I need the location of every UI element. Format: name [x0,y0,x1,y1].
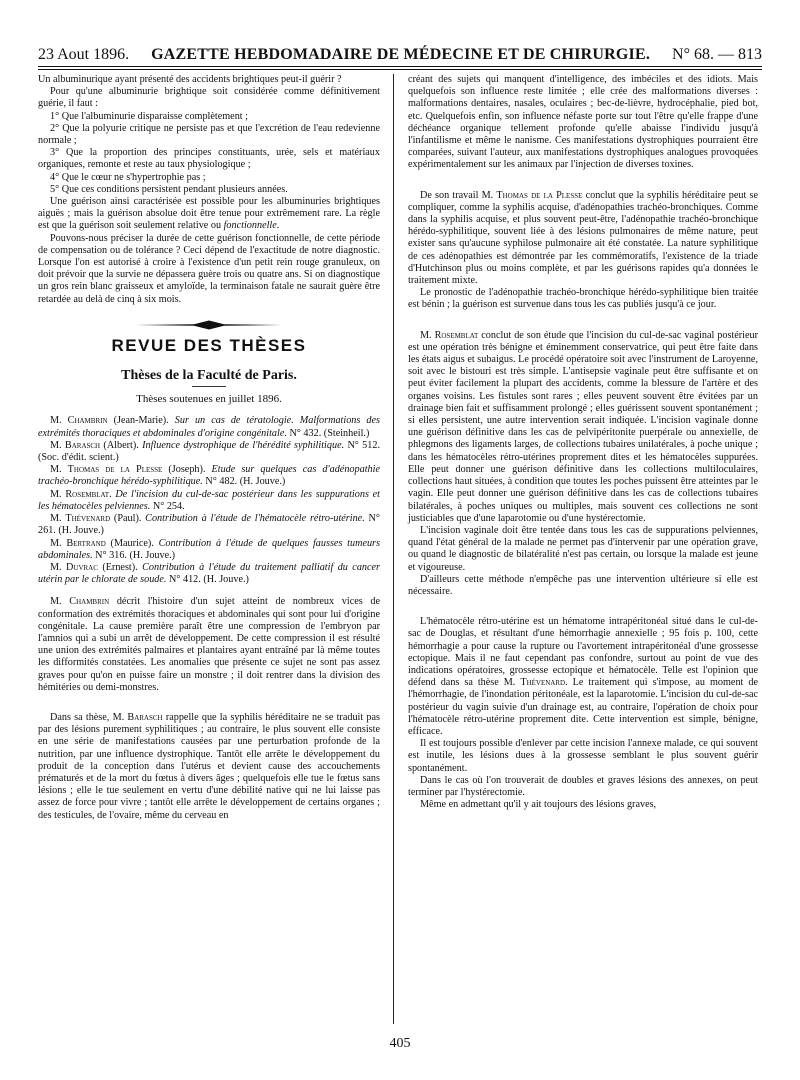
paragraph: M. Chambrin décrit l'histoire d'un sujet atteint de nombreux vices de conformation des extrémités thoraciques et abdominales qui sont pour lui d'origine congénitale. La cause première paraît être une compression de l'embryon par l'amnios qui a subi un arrêt de développement. De cette compression il est résulté une union des extrémités palmaires et plantaires ayant entraîné par là même toutes les difformités constatées. Les anomalies que présente ce sujet ne sont pas assez graves pour qu'on en puisse faire un monstre ; il doit rentrer dans la division des hémitéries ou demi-monstres. [38,596,381,693]
paragraph: Dans le cas où l'on trouverait de doubles et graves lésions des annexes, on peut terminer par l'hystérectomie. [408,774,758,798]
paragraph: Une guérison ainsi caractérisée est possible pour les albuminuries brightiques aiguës ; mais la guérison absolue doit être tenue pour extrêmement rare. La règle est que la guérison soit seulement relative ou fonctionnelle. [38,196,380,232]
thesis-entry: M. Barasch (Albert). Influence dystrophique de l'hérédité syphilitique. N° 512. (Soc. d'édit. scient.) [38,439,381,464]
paragraph: Pouvons-nous préciser la durée de cette guérison fonctionnelle, de cette période de compensation ou de tolérance ? Ceci dépend de l'exactitude de notre diagnostic. Lorsque l'on est autorisé à croire à l'existence d'un petit rein rouge granuleux, on doit prévoir que la survie ne dépassera guère trois ou quatre ans. Si on diagnostique un gros rein blanc graisseux et amyloïde, la terminaison fatale ne saurait guère être retardée au delà de cinq à six mois. [38,232,380,305]
header-issue-number: N° 68. — 813 [672,46,762,63]
paragraph: M. Rosemblat conclut de son étude que l'incision du cul-de-sac vaginal postérieur est une opération très bénigne et éminemment conservatrice, qui peut être faite dans les états aigus et subaigus. Le procédé opératoire soit avec l'instrument de Laroyenne, soit avec le bistouri est très simple. L'antisepsie vaginale peut être suffisante et on peut éviter facilement la plupart des accidents, comme la blessure de l'artère et des organes voisins. Les fistules sont rares ; elles peuvent souvent être évitées par un drainage bien fait et suffisamment prolongé ; elles guérissent souvent spontanément ; si elles persistent, une autre intervention serait indiquée. L'incision vaginale donne une guérison définitive dans les cas de pelvipéritonite puerpérale ou annexielle, de phlegmons des ligaments larges, de collections tubaires unilatérales, à poche unique ; dans les hématocèles rétro-utérines proprement dites et les hématocèles suppurées. Elle peut donner une guérison définitive dans les collections multiloculaires, collections haut situées, à condition que toutes les poches puissent être atteintes par le vagin. Elle peut donner une guérison définitive dans les cas de collections tubaires bilatérales, à poches uniques ou multiples, mais souvent ces collections ne sont justiciables que d'une laparotomie ou d'une hystérectomie. [408,329,758,524]
paragraph: Il est toujours possible d'enlever par cette incision l'annexe malade, ce qui souvent est inutile, les lésions dues à la grossesse semblant le plus souvent guérir spontanément. [408,738,758,774]
right-column [408,74,758,811]
paragraph: Même en admettant qu'il y ait toujours des lésions graves, [420,799,657,811]
paragraph: Pour qu'une albuminurie brightique soit considérée comme définitivement guérie, il faut : [38,86,380,110]
header-rule-second [38,69,762,70]
thesis-entry: M. Thévenard (Paul). Contribution à l'étude de l'hématocèle rétro-utérine. N° 261. (H. Jouve.) [38,513,380,537]
thesis-entry: M. Thomas de la Plesse (Joseph). Etude sur quelques cas d'adénopathie trachéo-bronchique hérédo-syphilitique. N° 482. (H. Jouve.) [38,464,380,488]
condition-item: 1° Que l'albuminurie disparaisse complètement ; [50,110,249,122]
paragraph: D'ailleurs cette méthode n'empêche pas une intervention ultérieure si elle est nécessaire. [408,573,758,597]
paragraph: L'hématocèle rétro-utérine est un hématome intrapéritonéal situé dans le cul-de-sac de Douglas, et résultant d'une hémorrhagie annexielle ; 95 fois p. 100, cette hémorrhagie a pour cause la rupture ou l'avortement intrapéritonéal d'une grossesse ectopique. Mais il ne faut cependant pas confondre, surtout au point de vue des indications opératoires, grossesse ectopique et hématocèle. Telle est l'opinion que défend dans sa thèse M. Thévenard. Le traitement qui s'impose, au moment de l'hémorrhagie, de l'inondation péritonéale, est la laparotomie. L'incision du cul-de-sac postérieur du vagin suivie d'un drainage est, au contraire, l'opération de choix pour l'hématocèle rétro-utérine proprement dite. Cette intervention est simple, bénigne, efficace. [408,616,758,737]
condition-item: 3° Que la proportion des principes constituants, urée, sels et matériaux organiques, remonte et reste au taux physiologique ; [38,147,380,171]
header-journal-title: GAZETTE HEBDOMADAIRE DE MÉDECINE ET DE CHIRURGIE. [151,46,651,63]
thesis-entry: M. Duvrac (Ernest). Contribution à l'étude du traitement palliatif du cancer utérin par le chlorate de soude. N° 412. (H. Jouve.) [38,561,381,586]
thesis-entry: M. Rosemblat. De l'incision du cul-de-sac postérieur dans les suppurations et les hématocèles pelviennes. N° 254. [38,488,381,512]
paragraph: De son travail M. Thomas de la Plesse conclut que la syphilis héréditaire peut se compliquer, comme la syphilis acquise, d'adénopathies trachéo-bronchiques. Comme dans la syphilis acquise, et plus souvent peut-être, l'adénopathie trachéo-bronchique hérédo-syphilitique, souvent liée à des lésions pulmonaires de même nature, peut exister sans qu'aucune syphilose pulmonaire ait été constatée. La nature syphilitique de ces adénopathies est démontrée par les commémoratifs, l'existence de la triade d'Hutchinson plus ou moins complète, et par les guérisons rapides qu'a données le traitement mixte. [408,189,758,287]
column-divider [393,74,394,1024]
paragraph: Un albuminurique ayant présenté des accidents brightiques peut-il guérir ? [38,74,342,85]
condition-item: 4° Que le cœur ne s'hypertrophie pas ; [50,171,206,183]
header-date: 23 Aout 1896. [38,46,130,63]
small-rule [192,386,226,387]
left-column [38,74,380,822]
subsection-title: Thèses de la Faculté de Paris. [121,368,297,384]
thesis-list [38,415,380,586]
condition-item: 2° Que la polyurie critique ne persiste pas et que l'excrétion de l'eau redevienne normale ; [38,122,380,147]
thesis-entry: M. Chambrin (Jean-Marie). Sur un cas de tératologie. Malformations des extrémités thoraciques et abdominales d'origine congénitale. N° 432. (Steinheil.) [38,415,380,439]
paragraph: Dans sa thèse, M. Barasch rappelle que la syphilis héréditaire ne se traduit pas par des lésions purement syphilitiques ; au contraire, le plus souvent elle consiste en une série de manifestations causées par une perturbation profonde de la nutrition, par une influence dystrophique. Tantôt elle arrête le développement du produit de la conception dans l'utérus et devient cause des accouchements prématurés et de la mort du fœtus à divers âges ; quelquefois elle tue le fœtus sans lésions ; elle le tue seulement en vertu d'une débilité native qui ne lui laisse pas assez de force pour vivre ; tantôt elle arrête le développement de certains organes ; des testicules, de l'ovaire, même du cerveau en [38,711,380,821]
condition-item: 5° Que ces conditions persistent pendant plusieurs années. [50,183,288,195]
paragraph: créant des sujets qui manquent d'intelligence, des imbéciles et des idiots. Mais quelquefois son influence reste limitée ; elle crée des malformations diverses : malformations dentaires, nasales, oculaires ; bec-de-lièvre, hydrocéphalie, pied bot, etc. Quelquefois enfin, son influence néfaste porte sur tout l'être qu'elle frappe d'une déchéance organique tellement profonde qu'elle abaisse l'individu jusqu'à l'infantilisme et même le nanisme. Ces manifestations dystrophiques pourraient être comparées, suivant l'auteur, aux manifestations dystrophiques analogues provoquées expérimentalement sur les animaux par l'injection de diverses toxines. [408,74,758,171]
thesis-entry: M. Bertrand (Maurice). Contribution à l'étude de quelques fausses tumeurs abdominales. N° 316. (H. Jouve.) [38,537,380,561]
header-rule [38,66,762,67]
subsection-note: Thèses soutenues en juillet 1896. [136,393,282,406]
section-title: REVUE DES THÈSES [111,335,307,355]
paragraph: Le pronostic de l'adénopathie trachéo-bronchique hérédo-syphilitique bien traitée est bénin ; la guérison est survenue dans tous les cas publiés jusqu'à ce jour. [408,287,758,311]
paragraph: L'incision vaginale doit être tentée dans tous les cas de suppurations pelviennes, quand l'état général de la malade ne permet pas d'intervenir par une opération grave, ou quand le diagnostic de bilatéralité n'est pas certain, ou lorsque la malade est jeune et vigoureuse. [408,524,758,573]
running-header [38,40,762,64]
ornament-divider [38,320,380,330]
page-number: 405 [389,1036,411,1051]
